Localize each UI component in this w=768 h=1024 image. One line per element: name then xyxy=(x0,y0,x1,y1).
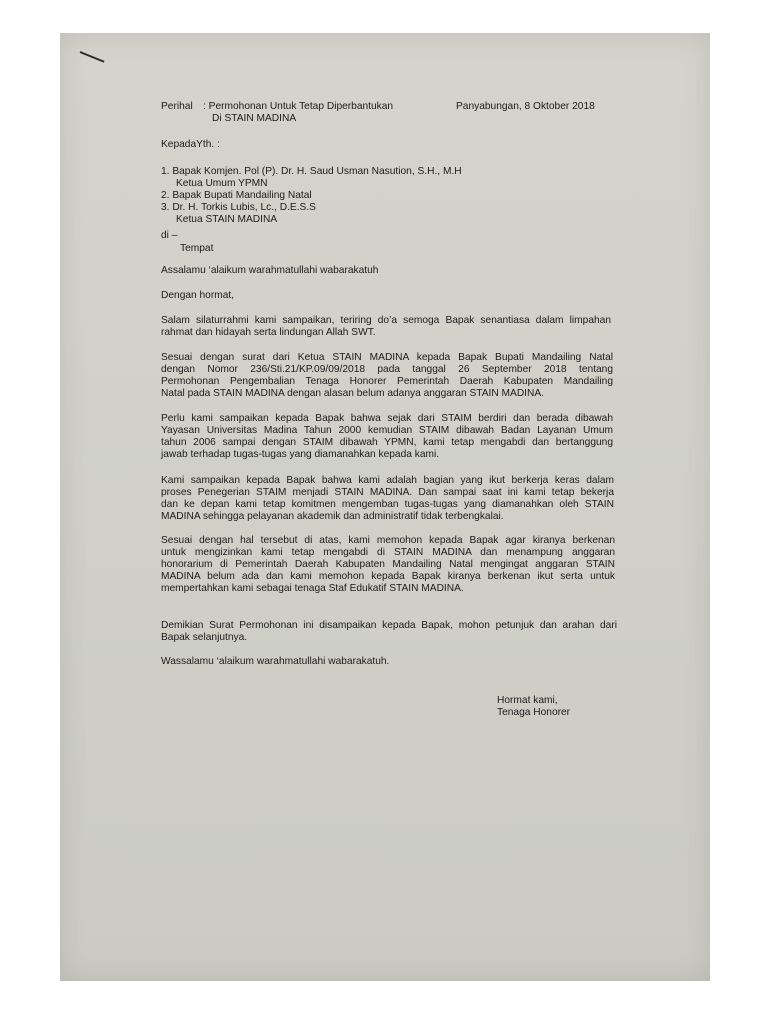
paragraph-line: dengan Nomor 236/Sti.21/KP.09/09/2018 pada tanggal 26 September 2018 tentang xyxy=(161,364,613,375)
opening-greeting: Assalamu ‘alaikum warahmatullahi wabarakatuh xyxy=(161,265,379,276)
paragraph-line: dan ke depan kami tetap komitmen mengemban tugas-tugas yang diamanahkan oleh STAIN xyxy=(161,499,614,510)
di-line: di – xyxy=(161,230,178,241)
perihal-label: Perihal xyxy=(161,101,193,112)
closing-greeting: Wassalamu ‘alaikum warahmatullahi wabarakatuh. xyxy=(161,656,390,667)
paragraph-6 xyxy=(161,620,617,644)
letter-page xyxy=(60,33,710,981)
paragraph-line: Kami sampaikan kepada Bapak bahwa kami adalah bagian yang ikut berkerja keras dalam xyxy=(161,475,614,486)
paragraph-line: honorarium di Pemerintah Daerah Kabupaten Mandailing Natal mengingat anggaran STAIN xyxy=(161,559,615,570)
paragraph-5 xyxy=(161,535,615,595)
pen-mark xyxy=(80,51,105,63)
paragraph-2 xyxy=(161,352,613,400)
paragraph-line: proses Penegerian STAIM menjadi STAIN MADINA. Dan sampai saat ini kami tetap bekerja xyxy=(161,487,614,498)
paragraph-line: Natal pada STAIN MADINA dengan alasan belum adanya anggaran STAIN MADINA. xyxy=(161,388,544,399)
paragraph-line: jawab terhadap tugas-tugas yang diamanahkan kepada kami. xyxy=(161,449,440,460)
paragraph-3 xyxy=(161,413,613,461)
closing-sender: Tenaga Honorer xyxy=(497,707,571,718)
paragraph-line: Sesuai dengan hal tersebut di atas, kami memohon kepada Bapak agar kiranya berkenan xyxy=(161,535,615,546)
paragraph-line: Bapak selanjutnya. xyxy=(161,632,248,643)
kepada-heading: KepadaYth. : xyxy=(161,139,220,150)
place-date: Panyabungan, 8 Oktober 2018 xyxy=(456,101,595,112)
recipient-1-title: Ketua Umum YPMN xyxy=(176,178,268,189)
recipient-2: 2. Bapak Bupati Mandailing Natal xyxy=(161,190,312,201)
paragraph-line: Permohonan Pengembalian Tenaga Honorer Pemerintah Daerah Kabupaten Mandailing xyxy=(161,376,613,387)
recipient-1: 1. Bapak Komjen. Pol (P). Dr. H. Saud Usman Nasution, S.H., M.H xyxy=(161,166,462,177)
recipient-3: 3. Dr. H. Torkis Lubis, Lc., D.E.S.S xyxy=(161,202,316,213)
paragraph-line: tahun 2006 sampai dengan STAIM dibawah YPMN, kami tetap mengabdi dan bertanggung xyxy=(161,437,613,448)
recipient-3-title: Ketua STAIN MADINA xyxy=(176,214,278,225)
perihal-subject-line2: Di STAIN MADINA xyxy=(212,113,297,124)
perihal-subject: : Permohonan Untuk Tetap Diperbantukan xyxy=(203,101,394,112)
paragraph-line: Sesuai dengan surat dari Ketua STAIN MADINA kepada Bapak Bupati Mandailing Natal xyxy=(161,352,613,363)
tempat-line: Tempat xyxy=(180,243,214,254)
paragraph-1 xyxy=(161,315,611,339)
paragraph-line: MADINA belum ada dan kami memohon kepada Bapak kiranya berkenan ikut serta untuk xyxy=(161,571,615,582)
paragraph-line: mempertahkan kami sebagai tenaga Staf Edukatif STAIN MADINA. xyxy=(161,583,464,594)
paragraph-line: untuk mengizinkan kami tetap mengabdi di STAIN MADINA dan menampung anggaran xyxy=(161,547,615,558)
paragraph-line: Salam silaturrahmi kami sampaikan, teriring do’a semoga Bapak senantiasa dalam limpahan xyxy=(161,315,611,326)
paragraph-line: rahmat dan hidayah serta lindungan Allah SWT. xyxy=(161,327,376,338)
paragraph-line: MADINA sehingga pelayanan akademik dan administratif tidak terbengkalai. xyxy=(161,511,504,522)
paragraph-line: Yayasan Universitas Madina Tahun 2000 kemudian STAIM dibawah Badan Layanan Umum xyxy=(161,425,613,436)
paragraph-line: Demikian Surat Permohonan ini disampaikan kepada Bapak, mohon petunjuk dan arahan dari xyxy=(161,620,617,631)
salutation: Dengan hormat, xyxy=(161,290,235,301)
paragraph-line: Perlu kami sampaikan kepada Bapak bahwa sejak dari STAIM berdiri dan berada dibawah xyxy=(161,413,613,424)
paragraph-4 xyxy=(161,475,614,523)
closing-regards: Hormat kami, xyxy=(497,695,558,706)
